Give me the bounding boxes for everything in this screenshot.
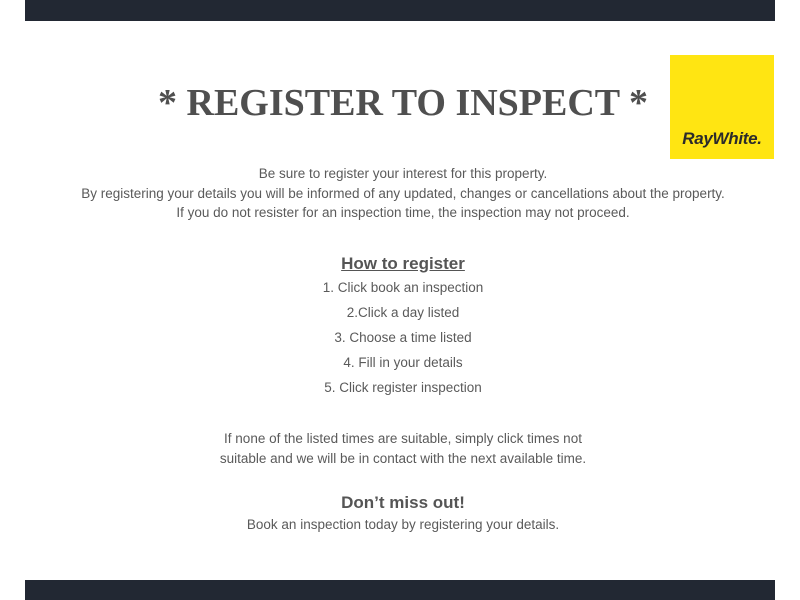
how-to-register-heading: How to register [341,254,465,273]
step-item: 4. Fill in your details [343,355,463,370]
intro-line: Be sure to register your interest for this property. [258,166,548,181]
note-line: suitable and we will be in contact with the next available time. [219,450,587,466]
intro-line: If you do not resister for an inspection time, the inspection may not proceed. [176,205,630,220]
step-item: 2.Click a day listed [346,305,460,320]
steps-list [200,278,606,403]
step-item: 5. Click register inspection [324,380,482,395]
dont-miss-out-heading: Don’t miss out! [341,493,465,512]
intro-line: By registering your details you will be informed of any updated, changes or cancellations about the property. [81,185,725,201]
intro-text [50,164,756,223]
step-item: 3. Choose a time listed [334,330,472,345]
step-item: 1. Click book an inspection [322,280,484,295]
page-title: * REGISTER TO INSPECT * [158,82,648,124]
bottom-bar [25,580,775,600]
top-bar [25,0,775,21]
note-text [150,429,656,468]
raywhite-logo [670,55,774,159]
logo-text: RayWhite. [682,129,762,148]
note-line: If none of the listed times are suitable, simply click times not [224,431,582,446]
cta-text: Book an inspection today by registering your details. [246,517,560,532]
